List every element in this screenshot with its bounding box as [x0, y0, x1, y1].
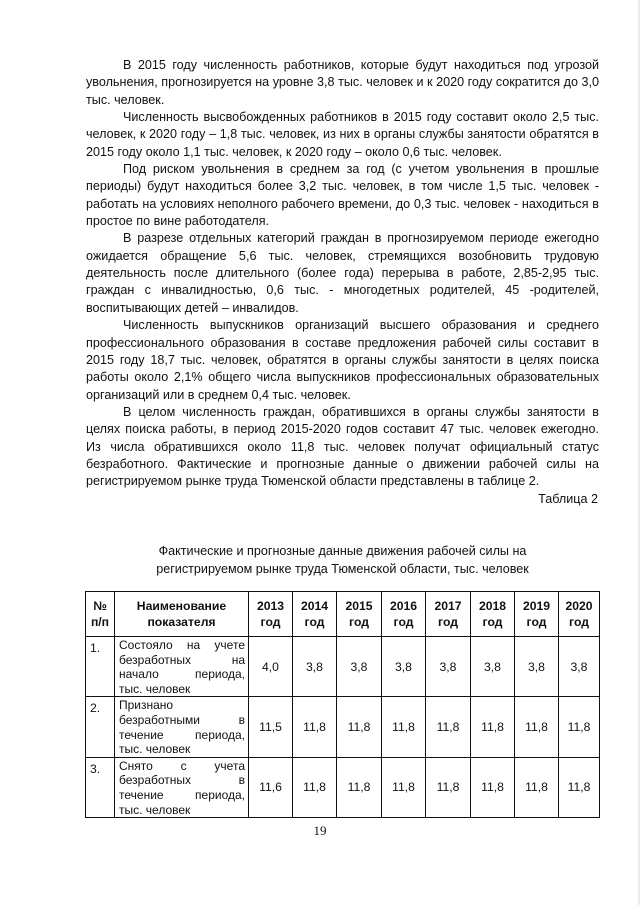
table-cell: 11,8	[382, 757, 426, 817]
table-cell: 11,8	[337, 697, 382, 757]
year-label: 2015	[345, 599, 373, 613]
year-unit: год	[393, 615, 414, 629]
table-cell: 11,8	[559, 757, 600, 817]
row-indicator	[115, 757, 249, 817]
table-cell: 11,8	[515, 757, 559, 817]
table-cell: 11,8	[426, 757, 471, 817]
paragraph: Численность высвобожденных работников в 2015 году составит около 2,5 тыс. человек, к 2020 году – 1,8 тыс. человек, из них в органы службы занятости обратятся в 2015 году около 1,1 тыс. человек, к 2020 году – около 0,6 тыс. человек.	[86, 110, 599, 159]
table-cell: 11,8	[293, 697, 337, 757]
indicator-line: течение периода,	[119, 787, 245, 802]
row-indicator	[115, 637, 249, 697]
paragraph: В 2015 году численность работников, которые будут находиться под угрозой увольнения, прогнозируется на уровне 3,8 тыс. человек и к 2020 году сократится до 3,0 тыс. человек.	[86, 58, 599, 107]
table-cell: 11,6	[249, 757, 293, 817]
table-cell: 11,8	[471, 697, 515, 757]
header-year	[249, 592, 293, 637]
indicator-line: Снято с учета	[119, 758, 245, 773]
table-cell: 11,8	[515, 697, 559, 757]
table-cell: 11,8	[559, 697, 600, 757]
year-unit: год	[349, 615, 369, 629]
year-label: 2020	[565, 599, 593, 613]
header-year	[559, 592, 600, 637]
year-label: 2014	[300, 599, 329, 613]
table-cell: 3,8	[293, 637, 337, 697]
table-label: Таблица 2	[538, 491, 598, 506]
header-year	[515, 592, 559, 637]
row-number: 3.	[86, 757, 115, 817]
labour-market-table	[85, 591, 600, 818]
table-cell: 3,8	[337, 637, 382, 697]
year-label: 2016	[389, 599, 418, 613]
year-label: 2018	[478, 599, 507, 613]
table-cell: 4,0	[249, 637, 293, 697]
year-label: 2019	[522, 599, 551, 613]
table-header-row	[86, 592, 600, 637]
indicator-line: Признано	[119, 698, 174, 713]
paragraph: В разрезе отдельных категорий граждан в прогнозируемом периоде ежегодно ожидается обращение 5,6 тыс. человек, стремящихся возобновить трудовую деятельность после длительного (более года) перерыва в работе, 2,85-2,95 тыс. граждан с инвалидностью, 0,6 тыс. - многодетных родителей, 45 -родителей, воспитывающих детей – инвалидов.	[86, 231, 599, 315]
table-row	[86, 637, 600, 697]
header-year	[382, 592, 426, 637]
header-year	[426, 592, 471, 637]
table-cell: 11,8	[471, 757, 515, 817]
year-label: 2013	[256, 599, 285, 613]
page-number: 19	[313, 823, 327, 838]
header-name	[115, 592, 249, 637]
year-unit: год	[569, 615, 589, 629]
row-indicator	[115, 697, 249, 757]
header-num	[86, 592, 115, 637]
table-cell: 3,8	[426, 637, 471, 697]
paragraph: Численность выпускников организаций высшего образования и среднего профессионального образования в составе предложения рабочей силы составит в 2015 году 18,7 тыс. человек, обратятся в органы службы занятости в целях поиска работы около 2,1% общего числа выпускников профессиональных образовательных организаций или в среднем 0,4 тыс. человек.	[86, 318, 599, 402]
year-unit: год	[260, 615, 281, 629]
year-unit: год	[482, 615, 503, 629]
table-cell: 3,8	[471, 637, 515, 697]
table-row	[86, 697, 600, 757]
indicator-line: безработных на	[119, 652, 245, 667]
body-text	[86, 57, 599, 508]
header-name-line1: Наименование	[136, 599, 227, 613]
header-year	[293, 592, 337, 637]
year-unit: год	[304, 615, 325, 629]
year-unit: год	[438, 615, 458, 629]
header-name-line2: показателя	[147, 615, 216, 629]
indicator-line: Состояло на учете	[119, 638, 245, 652]
paragraph: Под риском увольнения в среднем за год (с учетом увольнения в прошлые периоды) будут находиться более 3,2 тыс. человек, в том числе 1,5 тыс. человек - работать на условиях неполного рабочего времени, до 0,3 тыс. человек - находиться в простое по вине работодателя.	[86, 162, 599, 229]
indicator-line: тыс. человек	[119, 681, 191, 696]
indicator-line: тыс. человек	[119, 742, 191, 757]
year-unit: год	[526, 615, 547, 629]
table-cell: 3,8	[559, 637, 600, 697]
indicator-line: безработными в	[119, 712, 245, 727]
header-num-line2: п/п	[90, 615, 110, 629]
header-year	[471, 592, 515, 637]
table-cell: 11,5	[249, 697, 293, 757]
year-label: 2017	[434, 599, 462, 613]
table-cell: 11,8	[426, 697, 471, 757]
table-cell: 11,8	[382, 697, 426, 757]
table-row	[86, 757, 600, 817]
row-number: 2.	[86, 697, 115, 757]
indicator-line: начало периода,	[119, 667, 245, 682]
table-caption	[86, 543, 599, 578]
table-cell: 11,8	[293, 757, 337, 817]
indicator-line: тыс. человек	[119, 802, 191, 817]
indicator-line: течение периода,	[119, 727, 245, 742]
caption-line: регистрируемом рынке труда Тюменской области, тыс. человек	[156, 561, 529, 576]
caption-line: Фактические и прогнозные данные движения рабочей силы на	[158, 544, 527, 558]
indicator-line: безработных в	[119, 773, 245, 788]
row-number: 1.	[86, 637, 115, 697]
paragraph: В целом численность граждан, обратившихся в органы службы занятости в целях поиска работы, в период 2015-2020 годов составит 47 тыс. человек ежегодно. Из числа обратившихся около 11,8 тыс. человек получат официальный статус безработного. Фактические и прогнозные данные о движении рабочей силы на регистрируемом рынке труда Тюменской области представлены в таблице 2.	[86, 404, 599, 489]
header-year	[337, 592, 382, 637]
table-cell: 3,8	[382, 637, 426, 697]
table-cell: 11,8	[337, 757, 382, 817]
header-num-line1: №	[93, 599, 107, 613]
table-cell: 3,8	[515, 637, 559, 697]
